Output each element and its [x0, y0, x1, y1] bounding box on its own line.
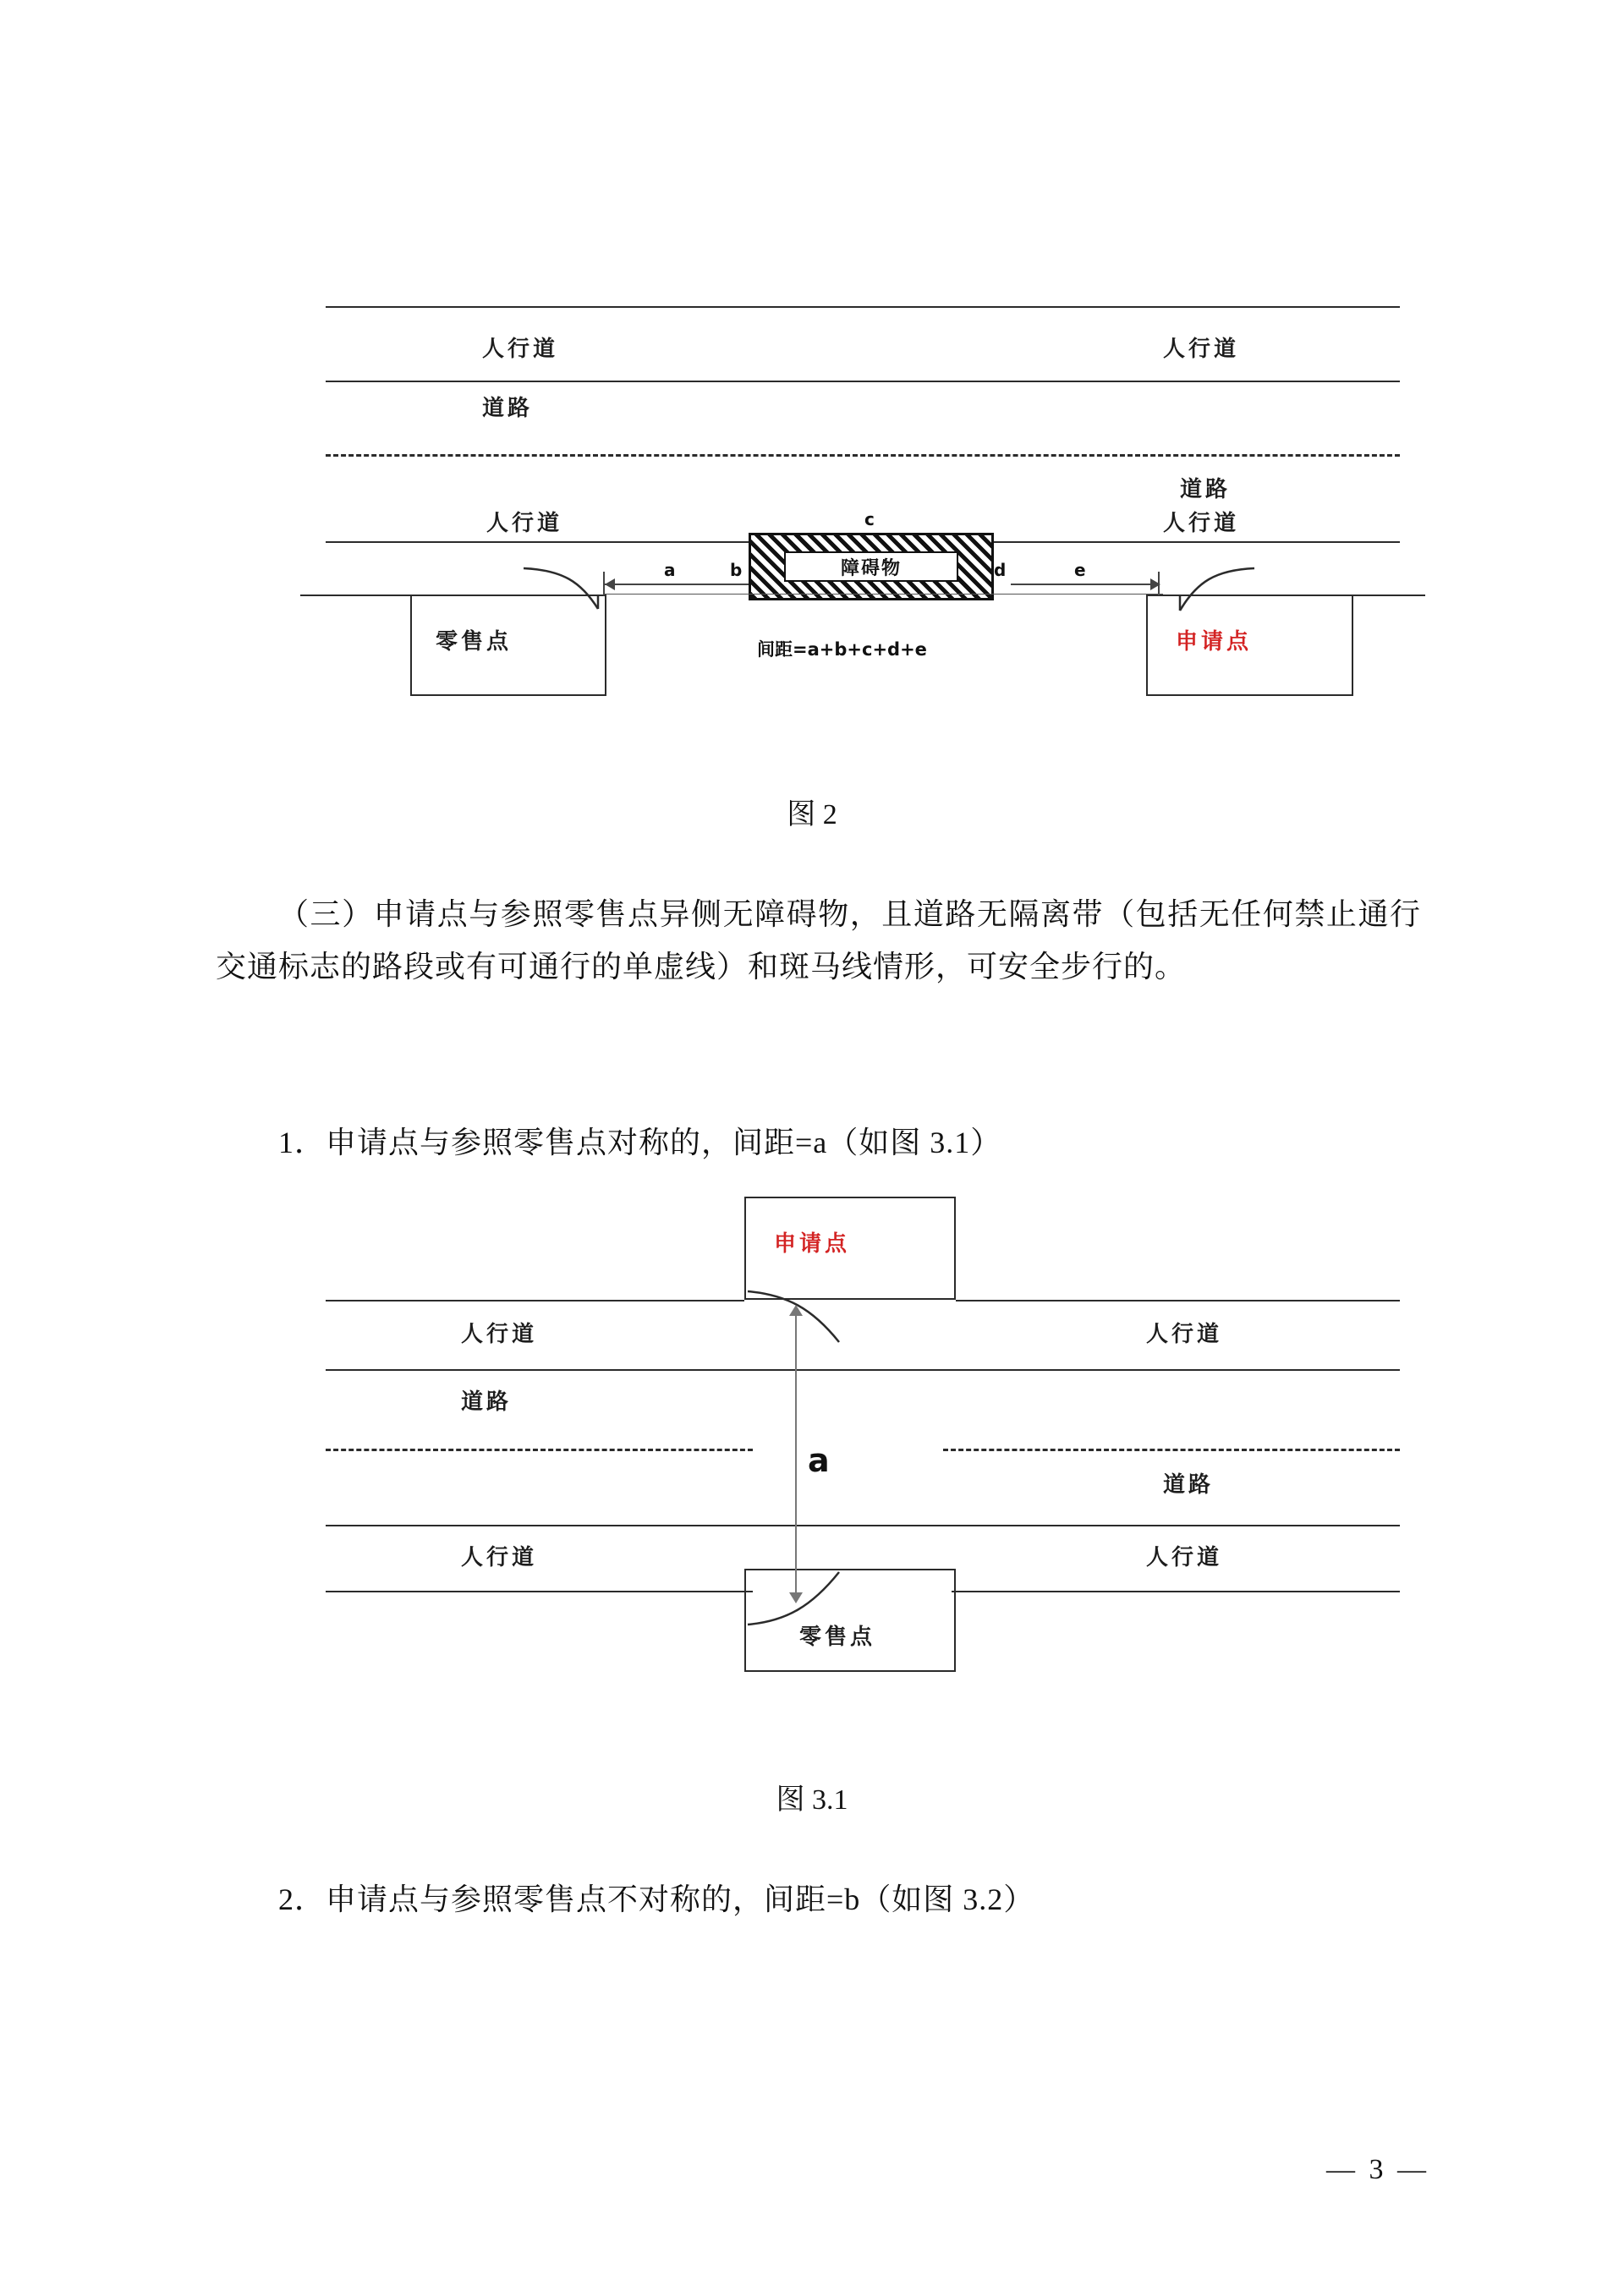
fig31-lower-sidewalk-bottom-line-left [326, 1591, 753, 1592]
fig31-distance-arrowhead-up [789, 1305, 803, 1316]
fig2-sidewalk-bottom-left-label: 人行道 [486, 511, 563, 536]
fig2-applicant-doorway-curve [1146, 567, 1256, 619]
fig2-obstacle-label: 障碍物 [840, 557, 902, 579]
list-item-1: 1．申请点与参照零售点对称的，间距=a（如图 3.1） [278, 1126, 1002, 1159]
fig2-sidewalk-top-left-label: 人行道 [482, 337, 559, 362]
fig31-sidewalk-top-left-label: 人行道 [461, 1322, 538, 1347]
fig31-applicant-doorway-curve [744, 1290, 863, 1347]
fig31-sidewalk-divider-line [326, 1369, 1400, 1371]
figure-3-1-caption: 图 3.1 [776, 1784, 848, 1816]
fig31-road-right-label: 道路 [1163, 1472, 1215, 1498]
fig2-sidewalk-bottom-right-label: 人行道 [1163, 511, 1240, 536]
fig31-lower-sidewalk-bottom-line-right [952, 1591, 1400, 1592]
fig31-top-line-right [956, 1300, 1400, 1301]
fig2-tick-right [1158, 572, 1160, 595]
fig31-distance-arrow-line [795, 1315, 797, 1594]
fig2-applicant-point-label: 申请点 [1176, 629, 1253, 655]
fig2-formula: 间距=a+b+c+d+e [757, 639, 927, 660]
fig2-measure-base-line [605, 594, 1163, 595]
list-item-2: 2．申请点与参照零售点不对称的，间距=b（如图 3.2） [278, 1882, 1035, 1916]
fig31-top-line-left [326, 1300, 744, 1301]
fig31-distance-arrowhead-down [789, 1592, 803, 1603]
fig2-segment-c-label: c [864, 509, 875, 529]
figure-2 [300, 288, 1425, 736]
fig31-lower-sidewalk-top-line [326, 1525, 1400, 1526]
fig31-retail-doorway-curve [744, 1569, 863, 1628]
fig31-retail-point-label: 零售点 [799, 1625, 876, 1650]
fig31-sidewalk-bottom-left-label: 人行道 [461, 1545, 538, 1570]
fig2-road-top-label: 道路 [482, 396, 534, 421]
fig2-road-middle-label: 道路 [1180, 477, 1232, 502]
figure-3-1 [300, 1197, 1425, 1704]
fig31-center-dashed-left [326, 1449, 753, 1451]
page-number: — 3 — [1326, 2154, 1429, 2185]
fig2-retail-point-label: 零售点 [436, 629, 513, 655]
figure-2-caption: 图 2 [787, 799, 837, 830]
fig2-segment-d-label: d [994, 560, 1007, 580]
fig31-center-dashed-right [943, 1449, 1400, 1451]
fig2-segment-a-arrowhead-left [605, 578, 615, 590]
paragraph-section-3: （三）申请点与参照零售点异侧无障碍物，且道路无隔离带（包括无任何禁止通行交通标志的路段或有可通行的单虚线）和斑马线情形，可安全步行的。 [216, 897, 1421, 984]
fig2-sidewalk-top-right-label: 人行道 [1163, 337, 1240, 362]
fig2-segment-a-label: a [664, 560, 676, 580]
fig2-center-dashed-line [326, 454, 1400, 457]
fig2-retail-doorway-curve [522, 567, 623, 617]
fig2-segment-a-line [605, 584, 749, 585]
fig2-sidewalk-divider-line [326, 381, 1400, 382]
fig2-segment-b-label: b [730, 560, 743, 580]
fig31-road-top-label: 道路 [461, 1389, 513, 1415]
fig2-segment-e-line [1011, 584, 1159, 585]
fig2-top-edge-line [326, 306, 1400, 308]
fig31-sidewalk-bottom-right-label: 人行道 [1146, 1545, 1223, 1570]
fig2-obstacle-inner-box [784, 551, 958, 582]
fig2-tick-left [603, 572, 605, 595]
fig31-sidewalk-top-right-label: 人行道 [1146, 1322, 1223, 1347]
fig31-applicant-point-label: 申请点 [774, 1231, 851, 1257]
fig31-distance-a-label: a [808, 1442, 830, 1479]
fig2-segment-e-label: e [1074, 560, 1086, 580]
